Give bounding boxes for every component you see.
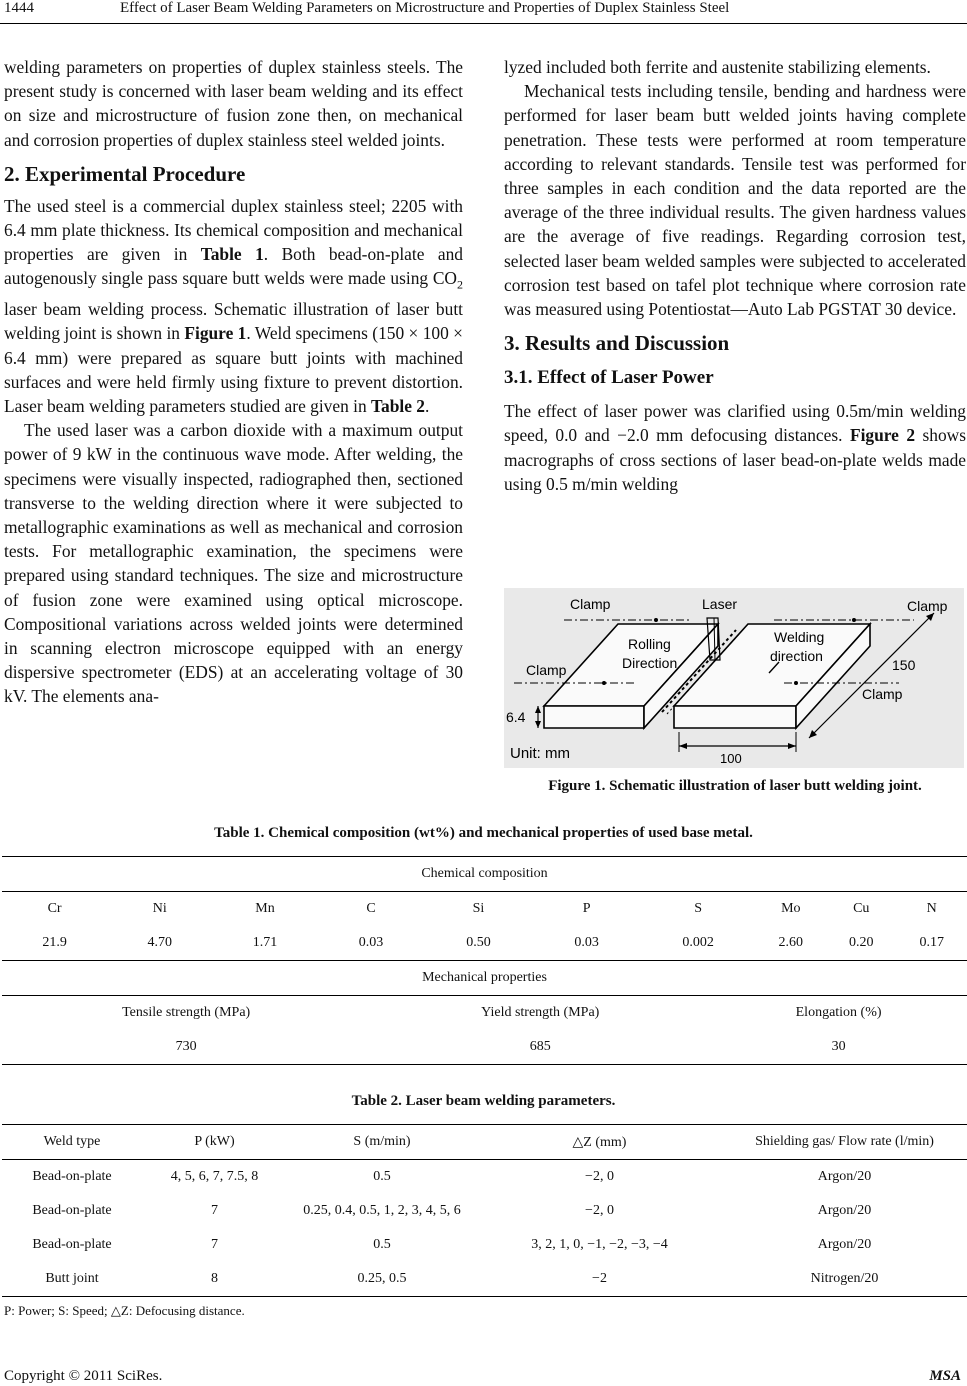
- table-cell: 0.002: [682, 935, 714, 950]
- table-cell: Nitrogen/20: [810, 1271, 879, 1286]
- figure2-ref[interactable]: Figure 2: [849, 425, 916, 446]
- figure1-ref[interactable]: Figure 1: [184, 323, 247, 344]
- page-number: 1444: [4, 0, 34, 16]
- table-row: [2, 1262, 967, 1297]
- footer-journal: MSA: [929, 1368, 961, 1384]
- table-header-cell: Weld type: [43, 1134, 101, 1149]
- footer-copyright: Copyright © 2011 SciRes.: [4, 1368, 163, 1384]
- label-clamp-top-left: Clamp: [570, 596, 611, 612]
- table-cell: 3, 2, 1, 0, −1, −2, −3, −4: [531, 1237, 668, 1252]
- table-cell: Mn: [255, 901, 275, 916]
- figure1-caption: Figure 1. Schematic illustration of laser butt welding joint.: [548, 778, 922, 794]
- right-column: [504, 55, 966, 496]
- table2: [2, 1124, 967, 1297]
- table-cell: Bead-on-plate: [32, 1237, 112, 1252]
- table-cell: 21.9: [42, 935, 67, 950]
- table-cell: −2, 0: [585, 1203, 614, 1218]
- table-cell: −2: [592, 1271, 607, 1286]
- table-cell: N: [926, 901, 937, 916]
- table-cell: Cr: [47, 901, 62, 916]
- table1-caption: Table 1. Chemical composition (wt%) and mechanical properties of used base metal.: [214, 825, 753, 841]
- table-header-cell: Elongation (%): [795, 1005, 882, 1020]
- paragraph: The used laser was a carbon dioxide with a maximum output power of 9 kW in the continuous wave mode. After welding, the specimens were visually inspected, radiographed then, sectioned transverse to the welding direction where it were subjected to metallographic examinations as well as mechanical and corrosion tests. For metallographic examination, the specimens were prepared using standard techniques. The size and microstructure of fusion zone were examined using optical microscope. Compositional variations across welded joints were determined in scanning electron microscope equipped with an energy dispersive spectrometer (EDS) at an accelerating voltage of 30 kV. The elements ana-: [4, 420, 463, 707]
- table-row: [2, 1030, 967, 1065]
- table-cell: 730: [175, 1039, 197, 1054]
- table-cell: Mo: [781, 901, 801, 916]
- table2-caption: Table 2. Laser beam welding parameters.: [351, 1093, 616, 1109]
- label-rolling-direction: Direction: [622, 655, 678, 671]
- table-cell: Butt joint: [45, 1271, 99, 1286]
- header-rule: [0, 23, 967, 24]
- label-unit: Unit: mm: [510, 745, 570, 762]
- table-cell: 8: [211, 1271, 218, 1286]
- clamp-dot: [602, 681, 606, 685]
- clamp-dot: [794, 681, 798, 685]
- table-cell: Argon/20: [817, 1203, 872, 1218]
- table-row: [2, 926, 967, 961]
- table-cell: 0.20: [848, 935, 874, 950]
- table-row: [2, 892, 967, 927]
- table-row: [2, 1160, 967, 1195]
- table-cell: Si: [472, 901, 485, 916]
- figure1-schematic: [504, 588, 964, 768]
- label-laser: Laser: [702, 596, 738, 612]
- label-welding: Welding: [774, 629, 825, 645]
- table1-mech-title: Mechanical properties: [422, 970, 547, 985]
- table-header-cell: P (kW): [194, 1134, 235, 1149]
- clamp-dot: [654, 618, 658, 622]
- table-cell: S: [694, 901, 703, 916]
- paragraph: welding parameters on properties of duplex stainless steels. The present study is concerned with laser beam welding and its effect on size and microstructure of fusion zone then, on mechanical and corrosion properties of duplex stainless steel welded joints.: [4, 57, 463, 150]
- table-cell: Argon/20: [817, 1237, 872, 1252]
- table-header-row: [2, 1125, 967, 1160]
- label-welding-direction: direction: [770, 648, 823, 664]
- section-heading-experimental: 2. Experimental Procedure: [4, 161, 246, 186]
- table-cell: 0.5: [373, 1237, 391, 1252]
- table-cell: 1.71: [252, 935, 278, 950]
- table-cell: 0.03: [574, 935, 599, 950]
- paragraph: Mechanical tests including tensile, bending and hardness were performed for laser beam butt welded joints having complete penetration. These tests were performed at room temperature according to relevant standards. Tensile test was performed for three samples in each condition and the data reported are the average of the three individual results. The given hardness values are the average of five readings. Regarding corrosion test, selected laser beam welded samples were subjected to accelerated corrosion test based on tafel plot technique where corrosion rate was measured using Potentiostat—Auto Lab PGSTAT 30 device.: [504, 81, 966, 320]
- label-rolling: Rolling: [628, 636, 671, 652]
- subsection-heading-laser-power: 3.1. Effect of Laser Power: [504, 367, 714, 389]
- table-cell: Ni: [152, 901, 167, 916]
- table-cell: 30: [831, 1039, 846, 1054]
- table2-ref[interactable]: Table 2: [371, 395, 425, 416]
- label-dim-150: 150: [892, 657, 916, 673]
- table-header-cell: Tensile strength (MPa): [122, 1005, 251, 1020]
- section-heading-results: 3. Results and Discussion: [504, 331, 730, 356]
- table-cell: 4, 5, 6, 7, 7.5, 8: [170, 1169, 259, 1184]
- running-title: Effect of Laser Beam Welding Parameters on Microstructure and Properties of Duplex Stainless Steel: [120, 0, 730, 16]
- table-cell: C: [366, 901, 376, 916]
- table-cell: 0.5: [373, 1169, 391, 1184]
- right-plate-front: [674, 706, 796, 728]
- table-cell: 0.25, 0.5: [357, 1271, 407, 1286]
- table-cell: Argon/20: [817, 1169, 872, 1184]
- left-plate-front: [544, 706, 644, 728]
- table-cell: Bead-on-plate: [32, 1169, 112, 1184]
- left-column: [4, 55, 463, 709]
- table2-note: P: Power; S: Speed; △Z: Defocusing distance.: [4, 1303, 245, 1318]
- paragraph: The effect of laser power was clarified using 0.5m/min welding speed, 0.0 and −2.0 mm defocusing distances. Figure 2 shows macrographs of cross sections of laser bead-on-plate welds made using 0.5 m/min welding: [504, 401, 966, 494]
- label-clamp-right: Clamp: [862, 686, 903, 702]
- table-header-cell: Yield strength (MPa): [481, 1005, 600, 1020]
- label-clamp-left: Clamp: [526, 662, 567, 678]
- label-dim-100: 100: [720, 751, 742, 766]
- table1-chem-title: Chemical composition: [421, 866, 548, 881]
- table-cell: 4.70: [147, 935, 173, 950]
- table-cell: 0.03: [358, 935, 384, 950]
- table-header-cell: S (m/min): [353, 1134, 411, 1149]
- table-row: [2, 1228, 967, 1262]
- table-cell: 685: [529, 1039, 551, 1054]
- table-cell: 2.60: [778, 935, 804, 950]
- table-cell: 0.25, 0.4, 0.5, 1, 2, 3, 4, 5, 6: [303, 1203, 461, 1218]
- paragraph: The used steel is a commercial duplex stainless steel; 2205 with 6.4 mm plate thickness. Its chemical composition and mechanical properties are given in Table 1. Both bead-on-plate and autogenously single pass square butt welds were made using $CO_2$ laser beam welding process. Schematic illustration of laser butt welding joint is shown in Figure 1. Weld specimens (150 × 100 × 6.4 mm) were prepared as square butt joints with machined surfaces and were held firmly using fixture to prevent distortion. Laser beam welding parameters studied are given in Table 2.: [4, 195, 463, 416]
- label-dim-6-4: 6.4: [506, 709, 526, 725]
- table-cell: 7: [211, 1203, 218, 1218]
- table-cell: Cu: [853, 901, 870, 916]
- paragraph: lyzed included both ferrite and austenite stabilizing elements.: [504, 57, 931, 77]
- clamp-dot: [852, 618, 856, 622]
- table-row: [2, 1194, 967, 1228]
- table-cell: 0.50: [466, 935, 491, 950]
- table1-ref[interactable]: Table 1: [200, 244, 264, 265]
- table-cell: 0.17: [919, 935, 944, 950]
- table-cell: 7: [211, 1237, 218, 1252]
- table-header-cell: △Z (mm): [572, 1134, 627, 1150]
- table-cell: Bead-on-plate: [32, 1203, 112, 1218]
- table-row: [2, 996, 967, 1031]
- label-clamp-top-right: Clamp: [907, 598, 948, 614]
- table-header-cell: Shielding gas/ Flow rate (l/min): [755, 1134, 934, 1149]
- table-cell: P: [582, 901, 591, 916]
- table1: [2, 856, 967, 1065]
- table-cell: −2, 0: [585, 1169, 614, 1184]
